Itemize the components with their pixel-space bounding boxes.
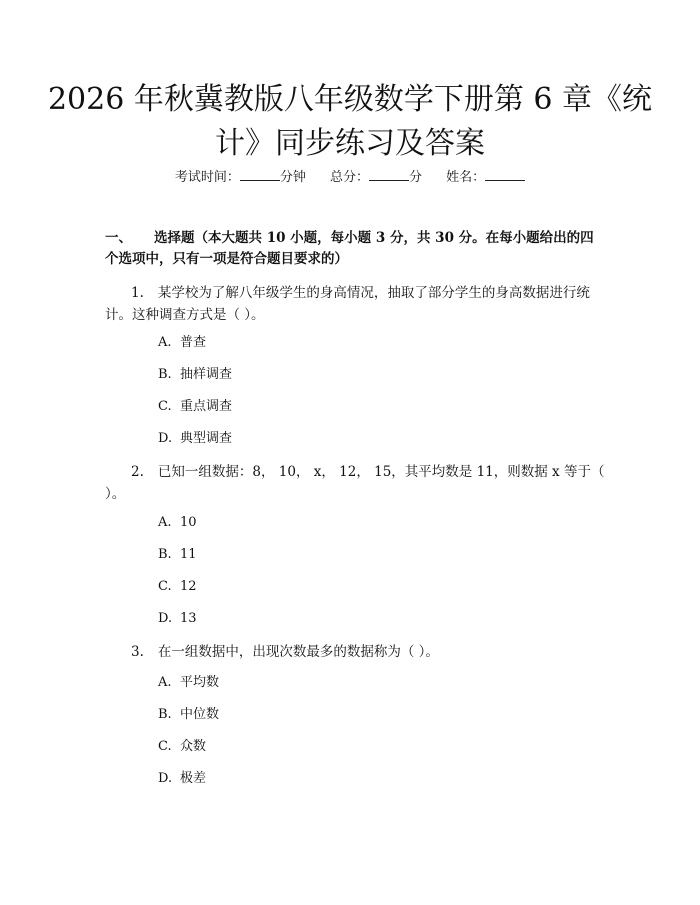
option-1d	[158, 430, 232, 448]
option-2c	[158, 578, 197, 596]
total-score-blank	[369, 168, 409, 181]
section-heading	[105, 228, 605, 270]
option-1b	[158, 366, 232, 384]
question-text: 某学校为了解八年级学生的身高情况，抽取了部分学生的身高数据进行统计。这种调查方式是（ ）。	[105, 285, 590, 323]
option-letter: B.	[158, 367, 172, 382]
option-letter: D.	[158, 771, 173, 786]
page-title	[0, 78, 700, 166]
option-2b	[158, 546, 197, 564]
option-text: 中位数	[180, 707, 220, 722]
option-3d	[158, 770, 206, 788]
title-line-1: 2026 年秋冀教版八年级数学下册第 6 章《统	[47, 82, 653, 117]
question-number: 2.	[131, 464, 144, 480]
option-text: 普查	[180, 335, 207, 350]
question-1	[105, 282, 605, 326]
option-letter: B.	[158, 707, 172, 722]
option-3c	[158, 738, 206, 756]
option-text: 平均数	[180, 675, 220, 690]
student-name-blank	[485, 168, 525, 181]
option-text: 典型调查	[180, 431, 233, 446]
student-name-label: 姓名：	[446, 170, 486, 185]
option-1c	[158, 398, 232, 416]
question-3	[105, 641, 605, 663]
option-letter: D.	[158, 431, 173, 446]
total-score-label: 总分：	[329, 170, 369, 185]
question-text: 在一组数据中，出现次数最多的数据称为（ ）。	[157, 644, 439, 660]
option-letter: A.	[158, 515, 172, 530]
option-letter: C.	[158, 399, 172, 414]
exam-time-unit: 分钟	[279, 170, 306, 185]
exam-time-label: 考试时间：	[174, 170, 240, 185]
question-number: 1.	[131, 285, 144, 301]
option-text: 12	[180, 579, 197, 594]
option-text: 11	[180, 547, 197, 562]
option-letter: B.	[158, 547, 172, 562]
option-2a	[158, 514, 197, 532]
option-text: 众数	[180, 739, 207, 754]
option-letter: A.	[158, 675, 172, 690]
section-text: 选择题（本大题共 10 小题，每小题 3 分，共 30 分。在每小题给出的四个选项中，只有一项是符合题目要求的）	[105, 230, 594, 267]
option-text: 重点调查	[180, 399, 233, 414]
option-3a	[158, 674, 219, 692]
option-text: 10	[180, 515, 197, 530]
total-score	[330, 168, 422, 188]
option-letter: C.	[158, 739, 172, 754]
question-text: 已知一组数据：8， 10， x， 12， 15，其平均数是 11，则数据 x 等于（ ）。	[105, 464, 605, 502]
option-text: 抽样调查	[180, 367, 233, 382]
exam-time	[175, 168, 306, 188]
exam-info	[0, 168, 700, 188]
option-letter: A.	[158, 335, 172, 350]
exam-time-blank	[240, 168, 280, 181]
question-2	[105, 461, 605, 505]
option-1a	[158, 334, 206, 352]
option-letter: D.	[158, 611, 173, 626]
option-text: 极差	[180, 771, 207, 786]
option-2d	[158, 610, 197, 628]
title-line-2: 计》同步练习及答案	[215, 126, 485, 161]
option-text: 13	[180, 611, 197, 626]
option-letter: C.	[158, 579, 172, 594]
total-score-unit: 分	[409, 170, 423, 185]
question-number: 3.	[131, 644, 144, 660]
student-name	[446, 168, 525, 188]
option-3b	[158, 706, 219, 724]
section-number: 一、	[105, 230, 132, 246]
